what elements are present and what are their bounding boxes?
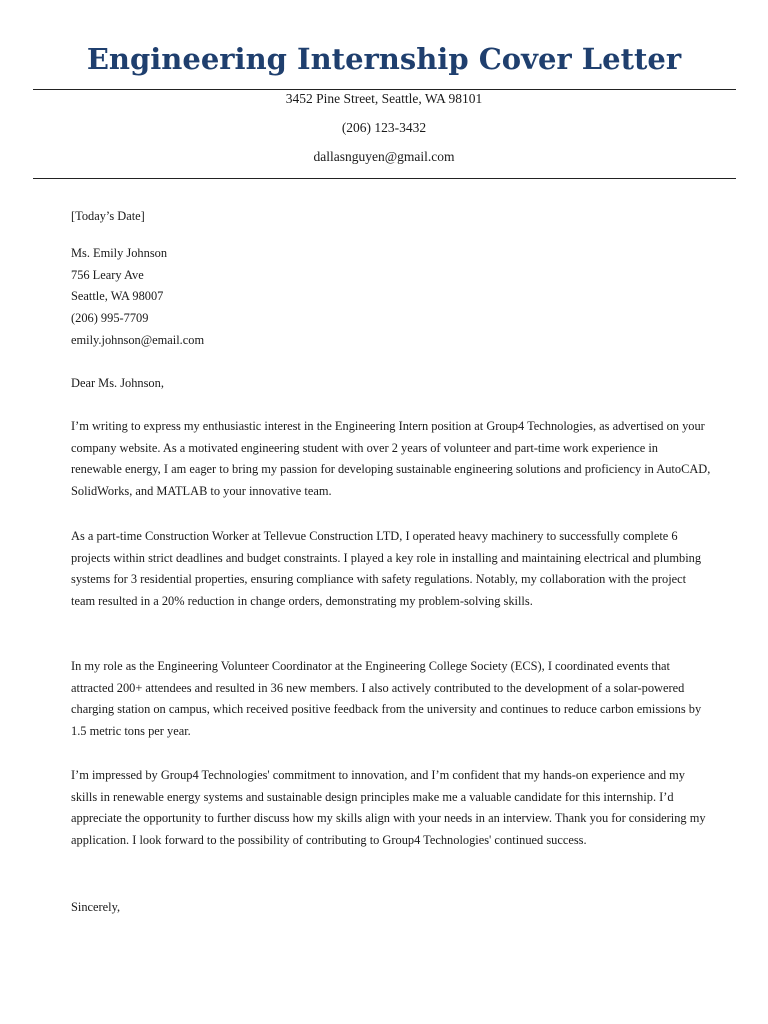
sender-email: dallasnguyen@gmail.com [313,149,455,164]
document-title: Engineering Internship Cover Letter [86,42,682,76]
recipient-phone: (206) 995-7709 [71,311,149,326]
body-paragraph-3: In my role as the Engineering Volunteer Coordinator at the Engineering College Society (ECS), I coordinated events that attracted 200+ attendees and resulted in 36 new members. I also actively contributed to the development of a solar-powered charging station on campus, which received positive feedback from the university and continues to reduce carbon emissions by 1.5 metric tons per year. [71,659,702,739]
sender-phone: (206) 123-3432 [341,120,427,135]
recipient-block [71,243,711,351]
body-paragraph-4: I’m impressed by Group4 Technologies' commitment to innovation, and I’m confident that my hands-on experience and my skills in renewable energy systems and sustainable design principles make me a valuable candidate for this internship. I’d appreciate the opportunity to further discuss how my skills align with your needs in an interview. Thank you for considering my application. I look forward to the possibility of contributing to Group4 Technologies' continued success. [71,768,706,848]
body-paragraph-2: As a part-time Construction Worker at Tellevue Construction LTD, I operated heavy machinery to successfully complete 6 projects within strict deadlines and budget constraints. I played a key role in installing and maintaining electrical and plumbing systems for 3 residential properties, ensuring compliance with safety regulations. Notably, my collaboration with the project team resulted in a 20% reduction in change orders, demonstrating my problem-solving skills. [71,529,702,609]
closing: Sincerely, [71,900,121,914]
body-paragraph-1: I’m writing to express my enthusiastic interest in the Engineering Intern position at Group4 Technologies, as advertised on your company website. As a motivated engineering student with over 2 years of volunteer and part-time work experience in renewable energy, I am eager to bring my passion for developing sustainable engineering solutions and proficiency in AutoCAD, SolidWorks, and MATLAB to your innovative team. [71,419,711,499]
header-bottom-divider [33,178,736,179]
sender-address: 3452 Pine Street, Seattle, WA 98101 [285,91,483,106]
letter-date: [Today’s Date] [71,209,145,223]
recipient-city-state-zip: Seattle, WA 98007 [71,289,164,304]
recipient-street: 756 Leary Ave [71,267,144,282]
recipient-email: emily.johnson@email.com [71,332,205,347]
salutation: Dear Ms. Johnson, [71,376,164,390]
recipient-name: Ms. Emily Johnson [71,246,168,260]
